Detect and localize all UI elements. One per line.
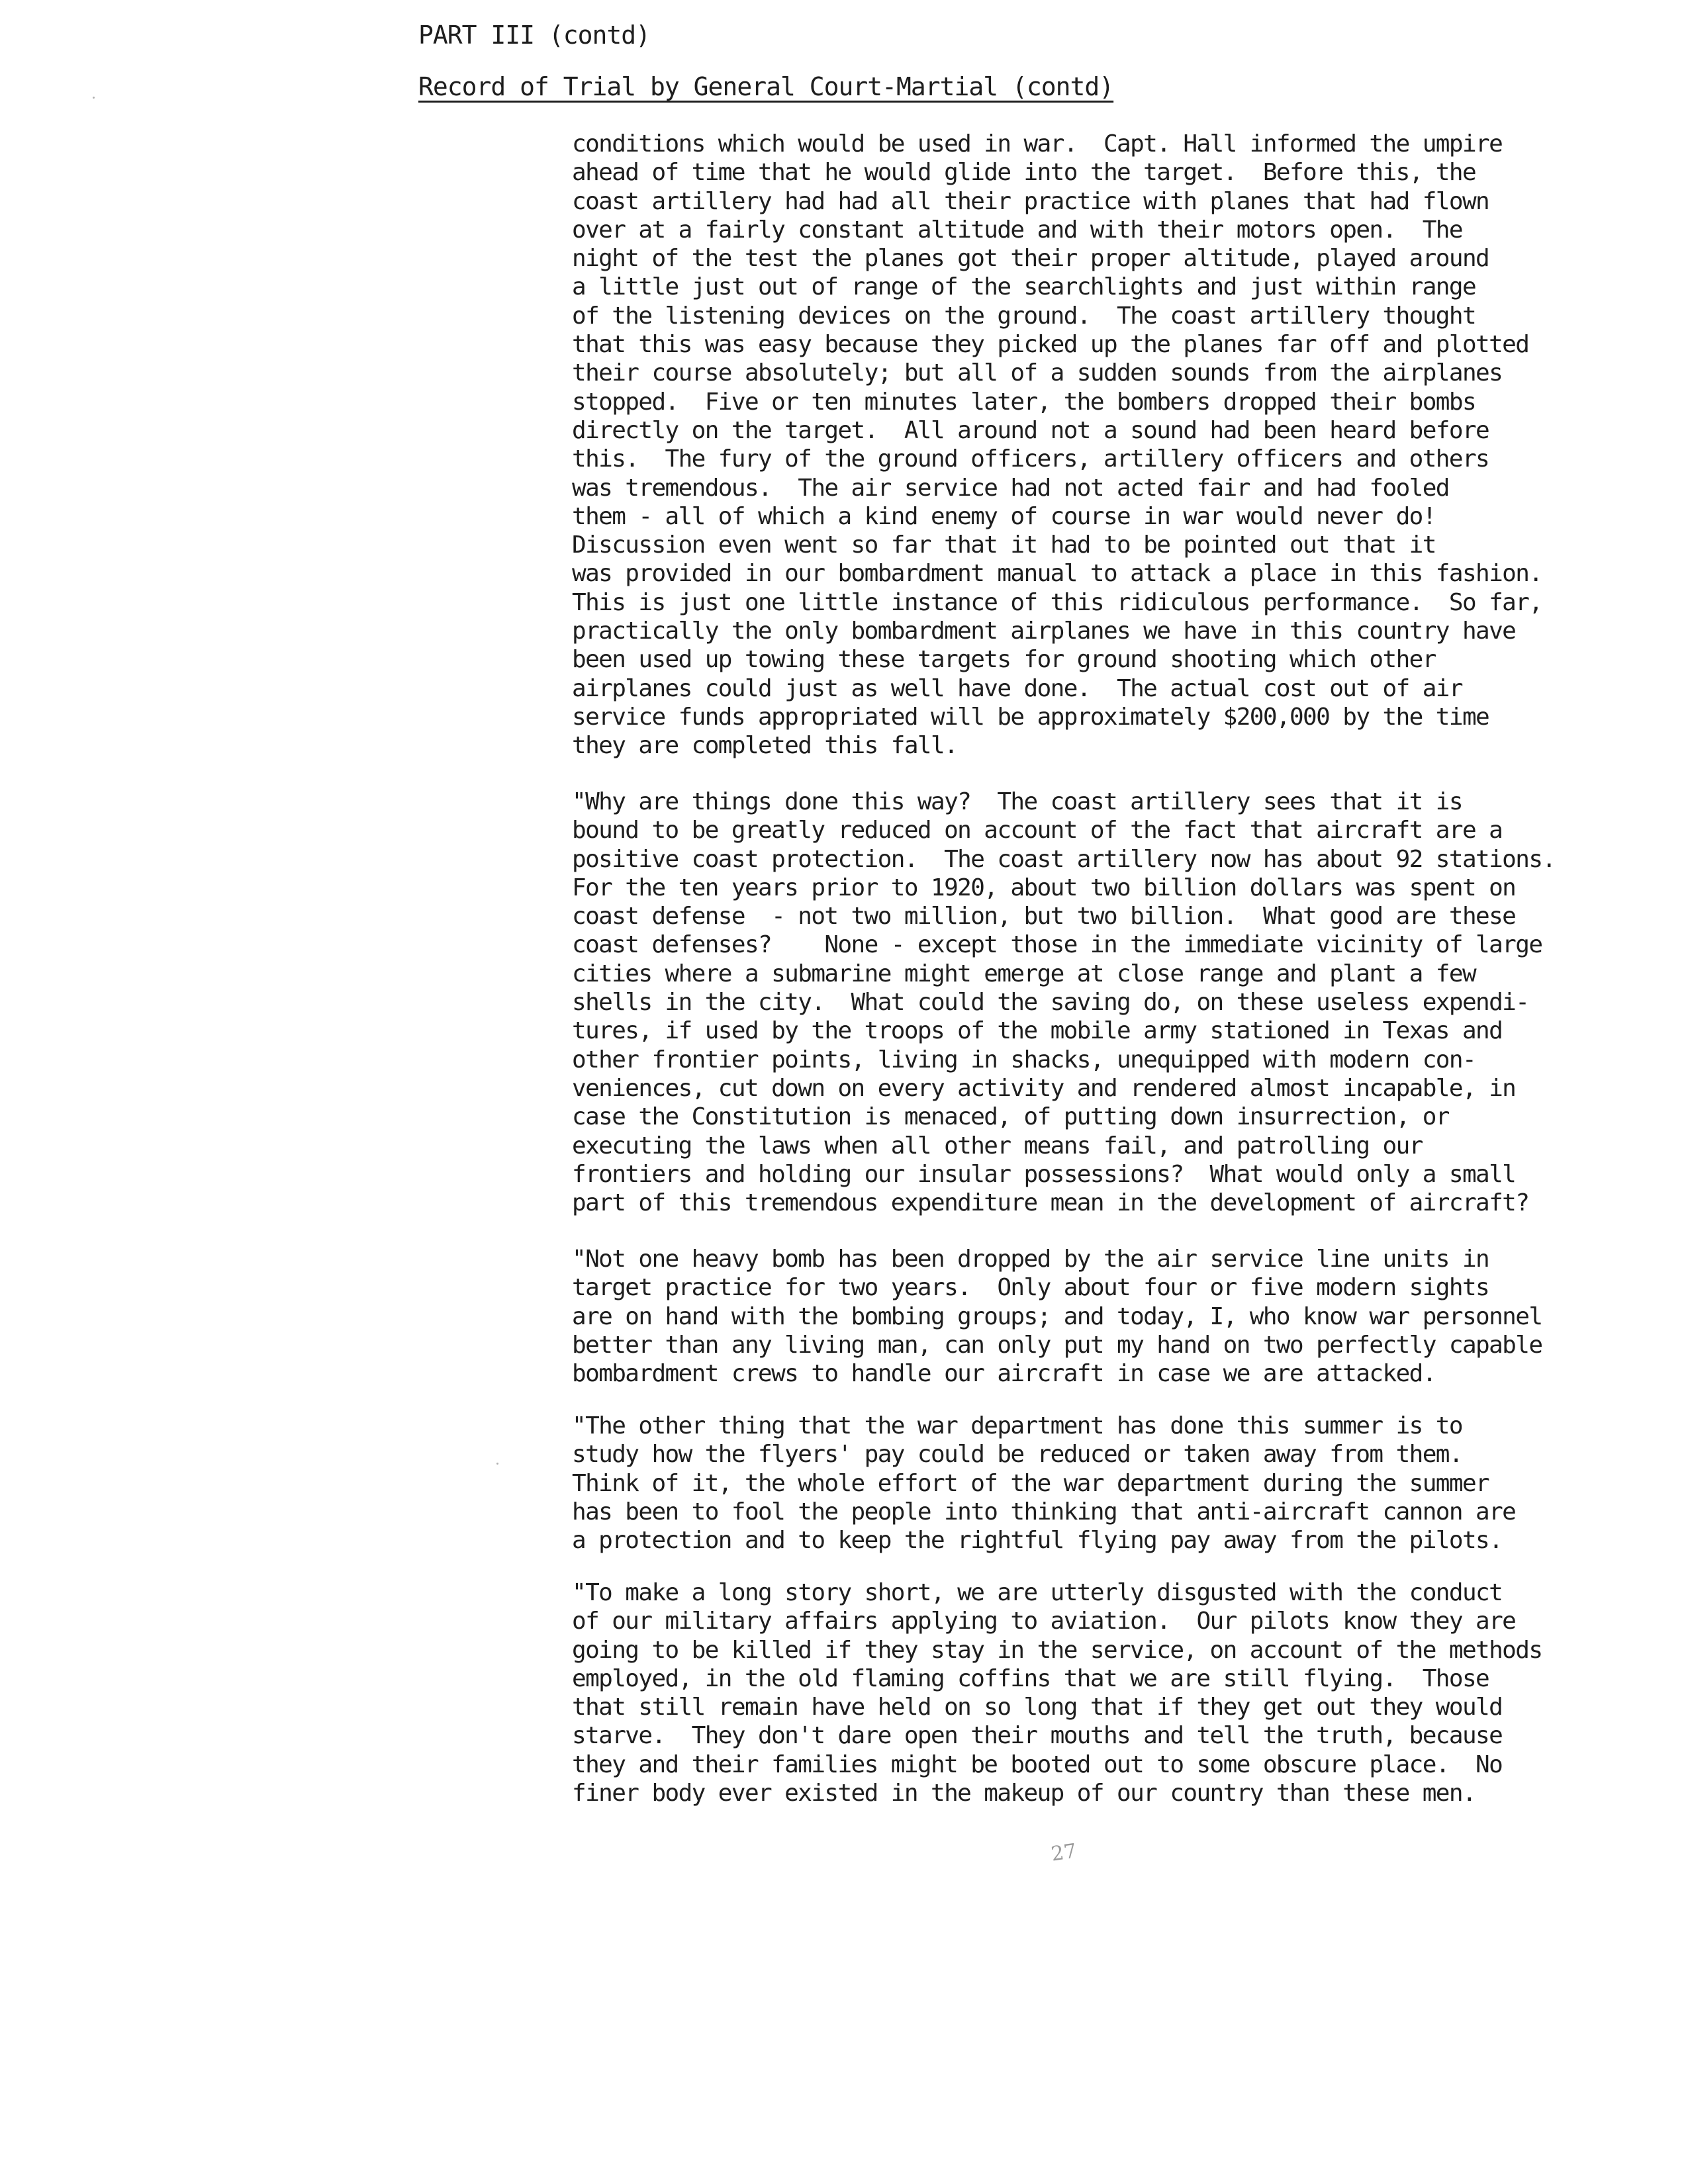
paper-speck [93, 97, 95, 99]
part-heading: PART III (contd) [418, 21, 651, 50]
paragraph-coast-artillery-test: conditions which would be used in war. Capt. Hall informed the umpire ahead of time that he would glide into the target. Before this, the coast artillery had had all their practice with planes that had flown over at a fairly constant altitude and with their motors open. The night of the test the planes got their proper altitude, played around a little just out of range of the searchlights and just within range of the listening devices on the ground. The coast artillery thought that this was easy because they picked up the planes far off and plotted their course absolutely; but all of a sudden sounds from the airplanes stopped. Five or ten minutes later, the bombers dropped their bombs directly on the target. All around not a sound had been heard before this. The fury of the ground officers, artillery officers and others was tremendous. The air service had not acted fair and had fooled them - all of which a kind enemy of course in war would never do! Discussion even went so far that it had to be pointed out that it was provided in our bombardment manual to attack a place in this fashion. This is just one little instance of this ridiculous performance. So far, practically the only bombardment airplanes we have in this country have been used up towing these targets for ground shooting which other airplanes could just as well have done. The actual cost out of air service funds appropriated will be approximately $200,000 by the time they are completed this fall. [572, 130, 1542, 760]
page-number: 27 [1049, 1839, 1078, 1866]
paper-speck [496, 1463, 498, 1465]
record-title: Record of Trial by General Court-Martial (contd) [418, 72, 1114, 101]
paragraph-flyers-pay: "The other thing that the war department has done this summer is to study how the flyers' pay could be reduced or taken away from them. Think of it, the whole effort of the war department during the summer has been to fool the people into thinking that anti-aircraft cannon are a protection and to keep the rightful flying pay away from the pilots. [572, 1412, 1516, 1555]
paragraph-conclusion: "To make a long story short, we are utterly disgusted with the conduct of our military affairs applying to aviation. Our pilots know they are going to be killed if they stay in the service, on account of the methods employed, in the old flaming coffins that we are still flying. Those that still remain have held on so long that if they get out they would starve. They don't dare open their mouths and tell the truth, because they and their families might be booted out to some obscure place. No finer body ever existed in the makeup of our country than these men. [572, 1579, 1542, 1807]
paragraph-bombing-practice: "Not one heavy bomb has been dropped by the air service line units in target practice for two years. Only about four or five modern sights are on hand with the bombing groups; and today, I, who know war personnel better than any living man, can only put my hand on two perfectly capable bombardment crews to handle our aircraft in case we are attacked. [572, 1246, 1542, 1388]
paragraph-coast-defense-costs: "Why are things done this way? The coast artillery sees that it is bound to be greatly reduced on account of the fact that aircraft are a positive coast protection. The coast artillery now has about 92 stations. For the ten years prior to 1920, about two billion dollars was spent on coast defense - not two million, but two billion. What good are these coast defenses? None - except those in the immediate vicinity of large cities where a submarine might emerge at close range and plant a few shells in the city. What could the saving do, on these useless expendi- tures, if used by the troops of the mobile army stationed in Texas and other frontier points, living in shacks, unequipped with modern con- veniences, cut down on every activity and rendered almost incapable, in case the Constitution is menaced, of putting down insurrection, or executing the laws when all other means fail, and patrolling our frontiers and holding our insular possessions? What would only a small part of this tremendous expenditure mean in the development of aircraft? [572, 788, 1556, 1217]
